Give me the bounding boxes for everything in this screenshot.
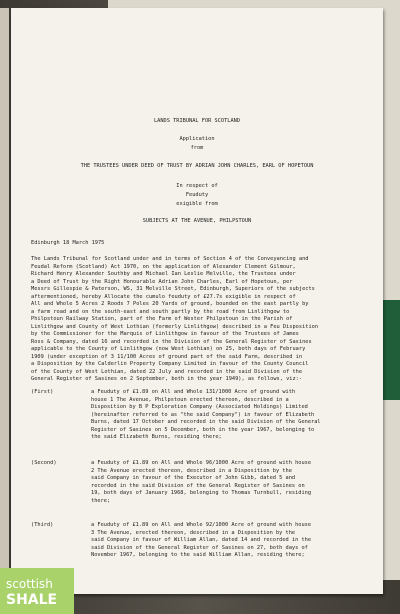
body-line: aftermentioned, hereby Allocate the cumulo feuduty of £27.7s exigible in respect of <box>31 293 296 300</box>
entry-line: said Company in favour of the Executor of John Gibb, dated 5 and <box>91 475 296 481</box>
body-line: 1909 (under exception of 3 11/100 Acres of ground part of the said Farm, described in <box>31 353 303 360</box>
svg-text:scottish: scottish <box>6 577 53 591</box>
body-line: Richard Henry Alexander Southby and Michael Ian Leslie Melville, the Trustees under <box>31 271 296 277</box>
body-line: The Lands Tribunal for Scotland under and in terms of Section 4 of the Conveyancing and <box>31 256 309 262</box>
body-line: applicable to the County of Linlithgow (now West Lothian) on 25, both days of February <box>31 346 306 352</box>
from-label: from <box>190 145 204 151</box>
entry-third <box>91 522 376 560</box>
body-line: a farm road and on the south-east and south partly by the road from Linlithgow to <box>31 308 290 315</box>
entry-label-third: (Third) <box>31 522 54 528</box>
subjects: SUBJECTS AT THE AVENUE, PHILPSTOUN <box>142 218 252 224</box>
body-line: of the County of West Lothian, dated 22 July and recorded in the said Division of the <box>31 368 303 375</box>
body-line: by the Commissioner for the Marquis of Linlithgow in favour of the Trustees of James <box>31 331 299 337</box>
entry-line: said Company in favour of William Allan, dated 14 and recorded in the <box>91 537 312 543</box>
entry-line: Disposition by B P Exploration Company (Associated Holdings) Limited <box>91 404 308 410</box>
entry-line: 19, both days of January 1968, belonging to Thomas Turnbull, residing <box>91 490 312 496</box>
entry-line: Register of Sasines on 5 December, both in the year 1967, belonging to <box>91 426 315 433</box>
body-line: Ross & Company, dated 16 and recorded in the Division of the General Register of Sasines <box>31 338 312 345</box>
document-heading: LANDS TRIBUNAL FOR SCOTLAND <box>153 118 241 124</box>
entry-label-first: (First) <box>31 389 54 395</box>
body-line: Feudal Reform (Scotland) Act 1970, on the application of Alexander Clement Gilmour, <box>31 263 296 270</box>
body-line: a Deed of Trust by the Right Honourable Adrian John Charles, Earl of Hopetoun, per <box>31 278 293 285</box>
folder-edge <box>0 8 9 608</box>
document-page <box>11 8 383 594</box>
body-paragraph <box>31 256 371 384</box>
feuduty-label: Feuduty <box>185 192 209 198</box>
entry-line: 3 The Avenue, erected thereon, described in a Disposition by the <box>91 529 296 536</box>
entry-line: there; <box>91 497 111 504</box>
entry-line: a Feuduty of £1.89 on All and Whole 131/1000 Acre of ground with <box>91 389 296 395</box>
entry-second <box>91 460 376 505</box>
body-line: a Disposition by the Calderlin Property Company Limited in favour of the County Council <box>31 361 309 367</box>
scottish-shale-logo-icon <box>4 574 72 610</box>
application-label: Application <box>179 136 215 142</box>
entry-first <box>91 389 376 442</box>
entry-label-second: (Second) <box>31 460 57 466</box>
body-line: All and Whole 5 Acres 2 Roods 7 Poles 20 Yards of ground, bounded on the east partly by <box>31 301 309 307</box>
entry-line: the said Elizabeth Burns, residing there; <box>91 434 222 440</box>
body-line: General Register of Sasines on 2 September, both in the year 1949), as follows, viz:- <box>31 376 303 382</box>
scottish-shale-watermark-logo <box>0 568 74 614</box>
body-line: Linlithgow and County of West Lothian (formerly Linlithgow) described in a Feu Disposition <box>31 323 319 330</box>
in-respect-label: In respect of <box>176 183 218 189</box>
entry-line: November 1967, belonging to the said William Allan, residing there; <box>91 552 305 558</box>
entry-line: (hereinafter referred to as "the said Company") in favour of Elizabeth <box>91 411 315 418</box>
document-date: Edinburgh 18 March 1975 <box>31 240 105 246</box>
applicants: THE TRUSTEES UNDER DEED OF TRUST BY ADRIAN JOHN CHARLES, EARL OF HOPETOUN <box>80 163 314 169</box>
exigible-label: exigible from <box>176 201 218 207</box>
body-line: Messrs Gillespie & Paterson, WS, 31 Melville Street, Edinburgh, Superiors of the subjects <box>31 286 315 292</box>
entry-line: 2 The Avenue erected thereon, described in a Disposition by the <box>91 467 292 474</box>
entry-line: a Feuduty of £1.89 on All and Whole 96/1000 Acre of ground with house <box>91 460 312 466</box>
entry-line: said Division of the General Register of Sasines on 27, both days of <box>91 544 308 551</box>
svg-text:SHALE: SHALE <box>6 592 58 608</box>
entry-line: a Feuduty of £1.89 on All and Whole 92/1000 Acre of ground with house <box>91 522 312 528</box>
entry-line: house 1 The Avenue, Philpstoun erected thereon, described in a <box>91 396 289 403</box>
body-line: Philpstoun Railway Station, part of the Farm of Wester Philpstoun in the Parish of <box>31 316 293 322</box>
entry-line: recorded in the said Division of the General Register of Sasines on <box>91 482 305 489</box>
entry-line: Burns, dated 17 October and recorded in the said Division of the General <box>91 419 321 425</box>
